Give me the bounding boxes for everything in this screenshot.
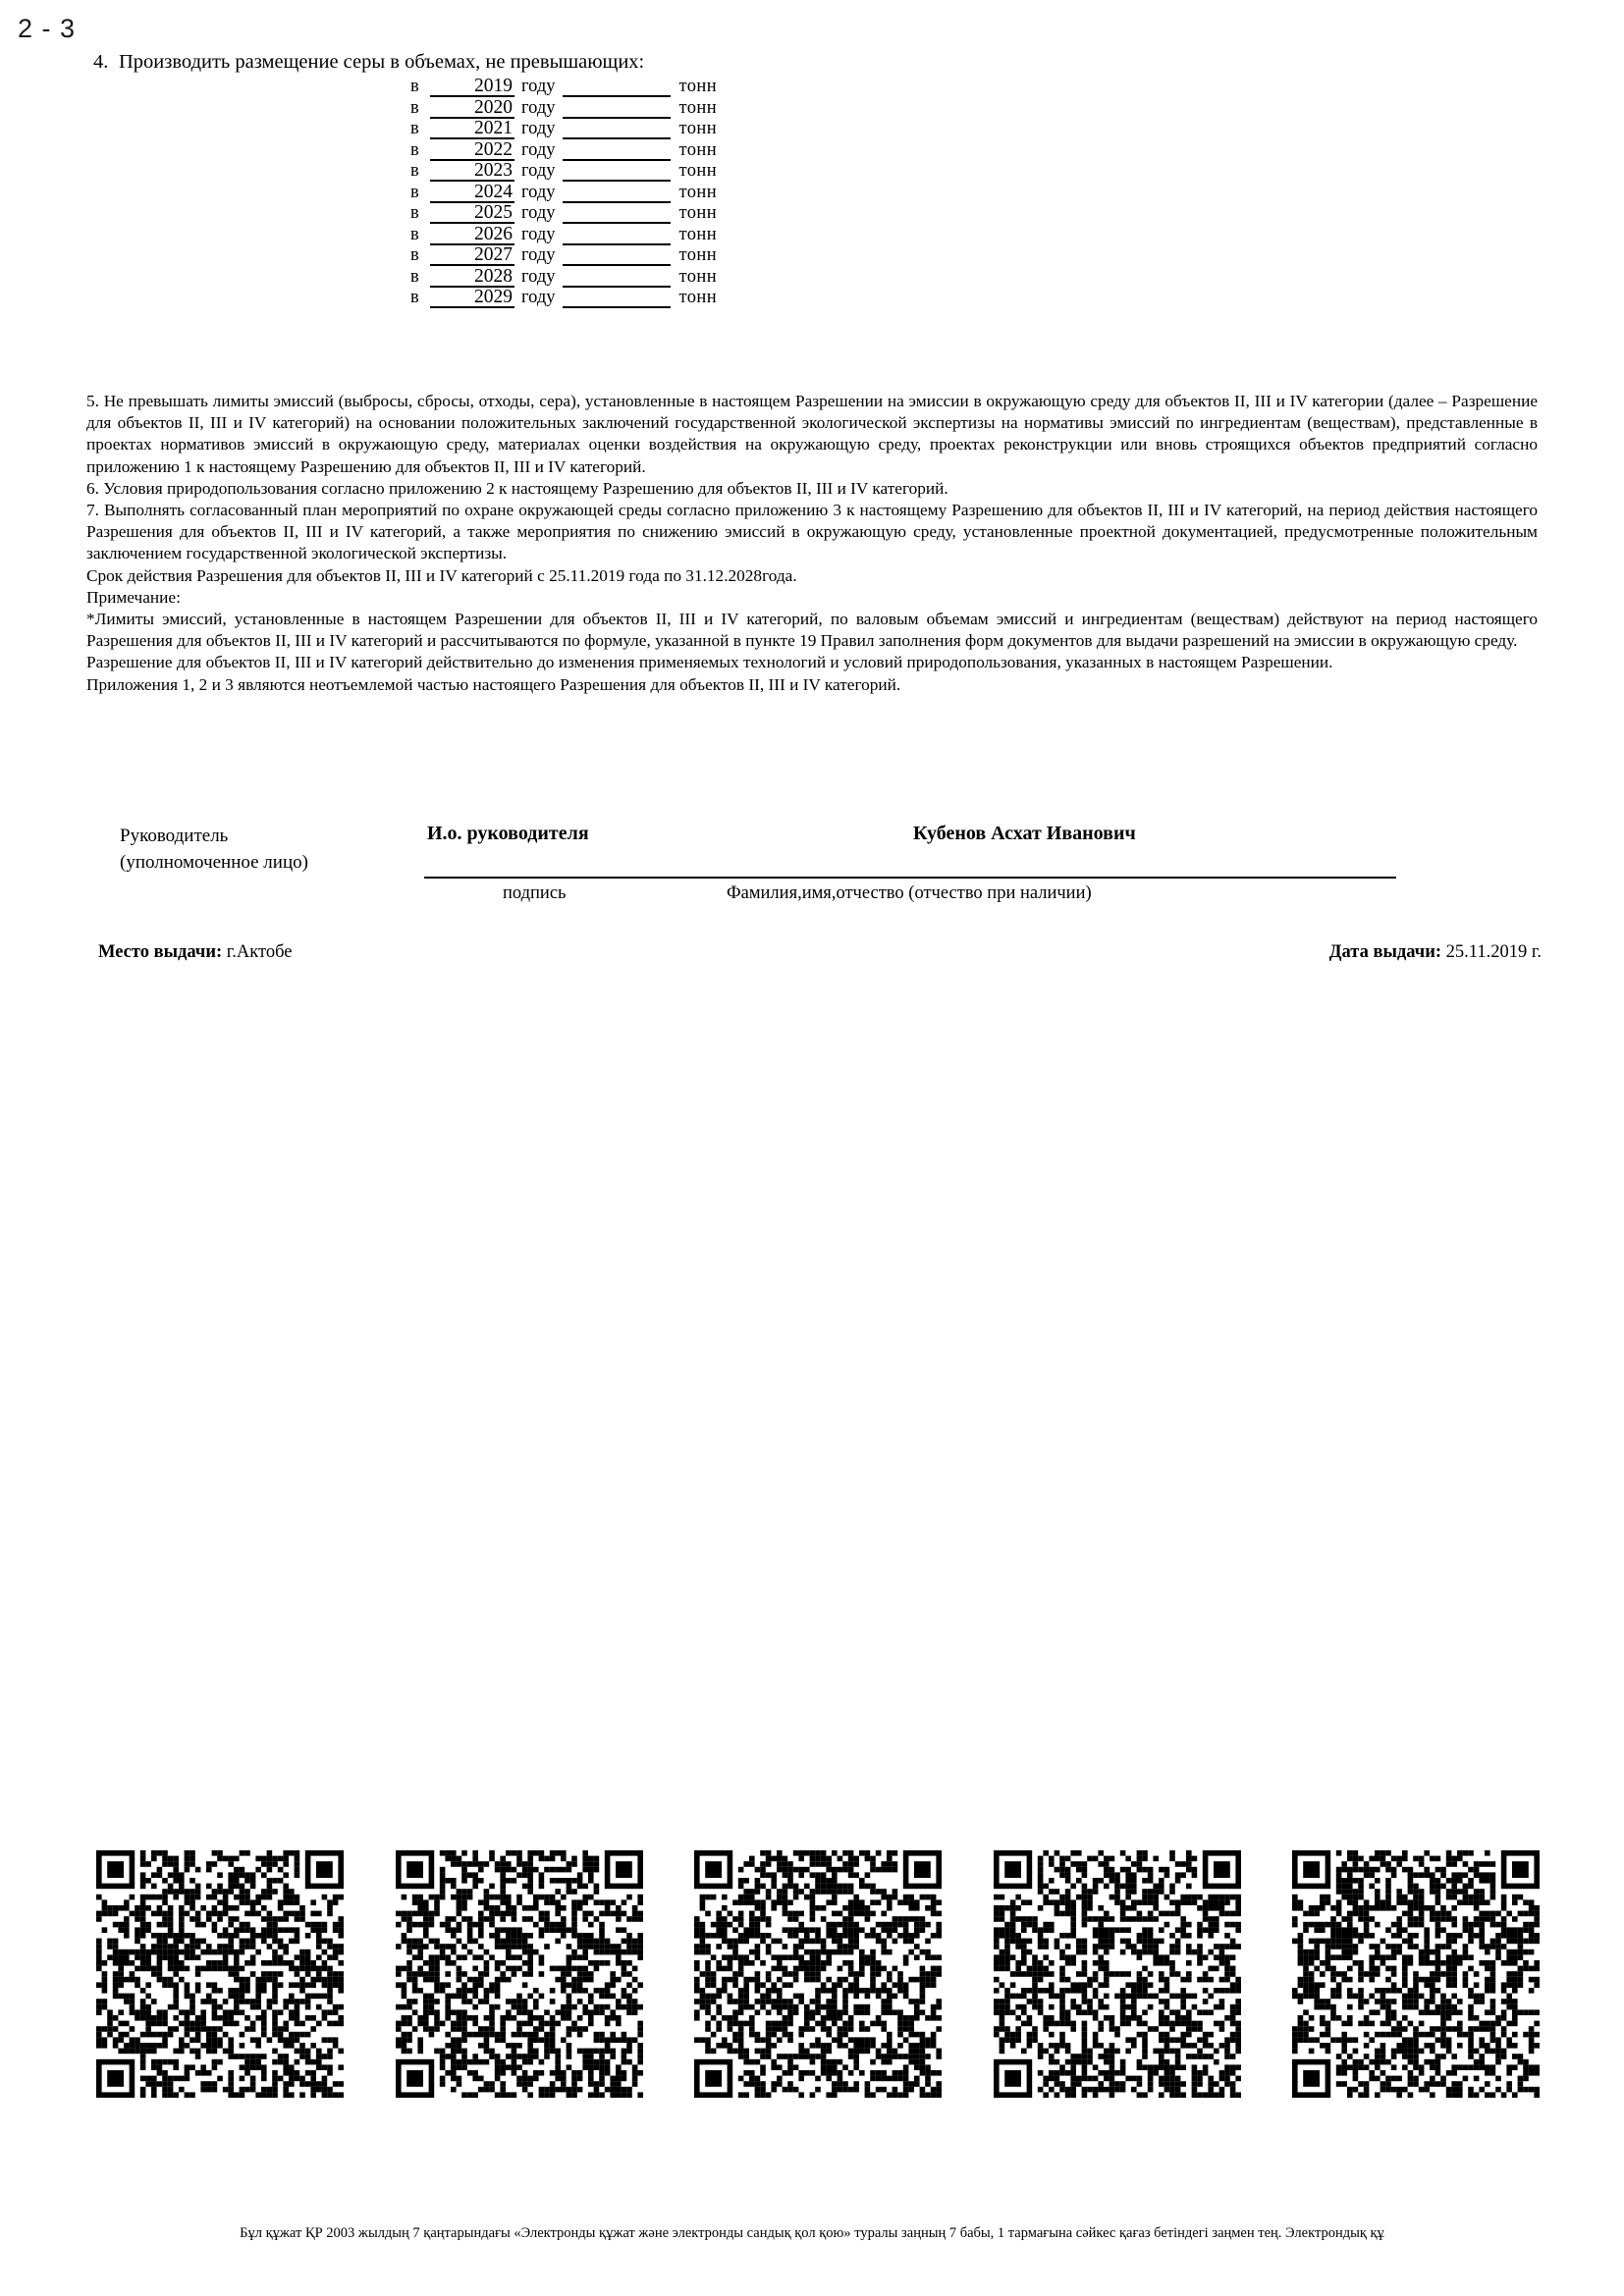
year-value[interactable]: 2029 — [430, 289, 514, 308]
unit-label: тонн — [678, 97, 718, 118]
unit-label: тонн — [678, 139, 718, 160]
issue-info-row — [0, 942, 1624, 972]
year-amount-row — [410, 203, 717, 225]
clause-5-paragraph: 5. Не превышать лимиты эмиссий (выбросы, сбросы, отходы, сера), установленные в настоящем Разрешении на эмиссии в окружающую среду для объектов II, III и IV категории (далее – Разрешение для объектов II, III и IV категорий) на основании положительных заключений государственной экологической экспертизы на нормативы эмиссий по ингредиентам (веществам), представленные в проектах нормативов эмиссий в окружающую среду, материалах оценки воздействия на окружающую среду, проектах реконструкции или вновь строящихся объектов предприятий согласно приложению 1 к настоящему Разрешению для объектов II, III и IV категорий. — [86, 392, 1538, 476]
year-row-prefix: в — [410, 203, 419, 223]
unit-label: тонн — [678, 266, 718, 287]
year-word-label: году — [521, 139, 556, 160]
year-word-label: году — [521, 182, 556, 202]
qr-code-2 — [396, 1850, 643, 2098]
signature-rule-line — [424, 877, 1396, 879]
year-word-label: году — [521, 77, 556, 96]
year-row-prefix: в — [410, 139, 419, 160]
year-value[interactable]: 2024 — [430, 184, 514, 203]
year-value[interactable]: 2028 — [430, 268, 514, 288]
amount-blank-field[interactable] — [563, 226, 671, 245]
unit-label: тонн — [678, 77, 718, 96]
year-word-label: году — [521, 203, 556, 223]
signature-caption: подпись — [503, 883, 567, 903]
issue-place-label: Место выдачи: — [98, 942, 223, 962]
signatory-role-line-2: (уполномоченное лицо) — [120, 852, 308, 873]
issue-date-label: Дата выдачи: — [1328, 942, 1442, 962]
year-amount-row — [410, 98, 717, 120]
year-row-prefix: в — [410, 224, 419, 244]
year-word-label: году — [521, 224, 556, 244]
year-amount-row — [410, 183, 717, 204]
note-paragraph-2: Разрешение для объектов II, III и IV категорий действительно до изменения применяемых технологий и условий природопользования, указанных в настоящем Разрешении. — [86, 653, 1333, 672]
clause-7-paragraph: 7. Выполнять согласованный план мероприятий по охране окружающей среды согласно приложению 3 к настоящему Разрешению для объектов II, III и IV категорий, на период действия настоящего Разрешения для объектов II, III и IV категорий, а также мероприятия по снижению эмиссий в окружающую среду, установленные проектной документацией, предусмотренные положительным заключением государственной экологической экспертизы. — [86, 501, 1538, 563]
year-amount-row — [410, 77, 717, 98]
fullname-caption: Фамилия,имя,отчество (отчество при наличии) — [727, 883, 1092, 903]
year-amount-row — [410, 119, 717, 140]
qr-code-4 — [994, 1850, 1241, 2098]
year-amount-row — [410, 267, 717, 289]
amount-blank-field[interactable] — [563, 246, 671, 266]
amount-blank-field[interactable] — [563, 162, 671, 182]
year-word-label: году — [521, 288, 556, 307]
unit-label: тонн — [678, 288, 718, 307]
year-word-label: году — [521, 97, 556, 118]
clause-4-heading — [93, 51, 644, 74]
issue-date — [1329, 942, 1542, 963]
qr-code-1 — [96, 1850, 344, 2098]
year-word-label: году — [521, 245, 556, 265]
signatory-role-label — [120, 823, 308, 876]
note-paragraph-3: Приложения 1, 2 и 3 являются неотъемлемой частью настоящего Разрешения для объектов II, III и IV категорий. — [86, 674, 901, 694]
year-row-prefix: в — [410, 77, 419, 96]
year-value[interactable]: 2027 — [430, 246, 514, 266]
issue-date-value: 25.11.2019 г. — [1445, 942, 1542, 962]
page-number-marker: 2 - 3 — [18, 14, 77, 43]
year-value[interactable]: 2023 — [430, 162, 514, 182]
amount-blank-field[interactable] — [563, 184, 671, 203]
qr-code-3 — [694, 1850, 942, 2098]
year-value[interactable]: 2020 — [430, 99, 514, 119]
issue-place — [98, 942, 292, 963]
acting-role-value: И.о. руководителя — [427, 823, 589, 844]
qr-code-strip — [96, 1850, 1540, 2098]
amount-blank-field[interactable] — [563, 268, 671, 288]
qr-code-5 — [1292, 1850, 1540, 2098]
year-amount-row — [410, 245, 717, 267]
year-amount-row — [410, 161, 717, 183]
clause-4-text: Производить размещение серы в объемах, не превышающих: — [119, 51, 645, 73]
year-row-prefix: в — [410, 266, 419, 287]
year-value[interactable]: 2019 — [430, 78, 514, 97]
unit-label: тонн — [678, 245, 718, 265]
amount-blank-field[interactable] — [563, 141, 671, 161]
year-row-prefix: в — [410, 245, 419, 265]
unit-label: тонн — [678, 182, 718, 202]
year-row-prefix: в — [410, 288, 419, 307]
year-word-label: году — [521, 119, 556, 138]
issue-place-value: г.Актобе — [226, 942, 293, 962]
year-value[interactable]: 2025 — [430, 204, 514, 224]
year-row-prefix: в — [410, 97, 419, 118]
year-word-label: году — [521, 161, 556, 181]
unit-label: тонн — [678, 224, 718, 244]
year-row-prefix: в — [410, 119, 419, 138]
year-amount-table — [410, 77, 717, 309]
amount-blank-field[interactable] — [563, 289, 671, 308]
year-word-label: году — [521, 266, 556, 287]
amount-blank-field[interactable] — [563, 78, 671, 97]
signatory-role-line-1: Руководитель — [120, 826, 229, 846]
year-value[interactable]: 2021 — [430, 120, 514, 139]
clause-4-number: 4. — [93, 51, 109, 73]
unit-label: тонн — [678, 119, 718, 138]
note-label: Примечание: — [86, 587, 181, 607]
amount-blank-field[interactable] — [563, 204, 671, 224]
unit-label: тонн — [678, 161, 718, 181]
signatory-full-name: Кубенов Асхат Иванович — [913, 823, 1136, 844]
year-value[interactable]: 2026 — [430, 226, 514, 245]
note-paragraph-1: *Лимиты эмиссий, установленные в настоящем Разрешении для объектов II, III и IV категорий, по валовым объемам эмиссий и ингредиентам (веществам) действуют на период настоящего Разрешения для объектов II, III и IV категорий и рассчитываются по формуле, указанной в пункте 19 Правил заполнения форм документов для выдачи разрешений на эмиссии в окружающую среду. — [86, 610, 1538, 651]
amount-blank-field[interactable] — [563, 99, 671, 119]
unit-label: тонн — [678, 203, 718, 223]
year-row-prefix: в — [410, 182, 419, 202]
signature-block — [0, 823, 1624, 950]
year-amount-row — [410, 225, 717, 246]
validity-term-paragraph: Срок действия Разрешения для объектов II, III и IV категорий с 25.11.2019 года по 31.12.2028года. — [86, 565, 797, 585]
clause-6-paragraph: 6. Условия природопользования согласно приложению 2 к настоящему Разрешению для объектов II, III и IV категорий. — [86, 478, 948, 498]
amount-blank-field[interactable] — [563, 120, 671, 139]
year-row-prefix: в — [410, 161, 419, 181]
year-amount-row — [410, 288, 717, 309]
year-value[interactable]: 2022 — [430, 141, 514, 161]
year-amount-row — [410, 140, 717, 162]
conditions-body — [86, 391, 1538, 696]
footer-legal-note: Бұл құжат ҚР 2003 жылдың 7 қаңтарындағы «Электронды құжат және электронды сандық қол қою» туралы заңның 7 бабы, 1 тармағына сәйкес қағаз бетіндегі заңмен тең. Электрондық құ — [240, 2225, 1384, 2241]
